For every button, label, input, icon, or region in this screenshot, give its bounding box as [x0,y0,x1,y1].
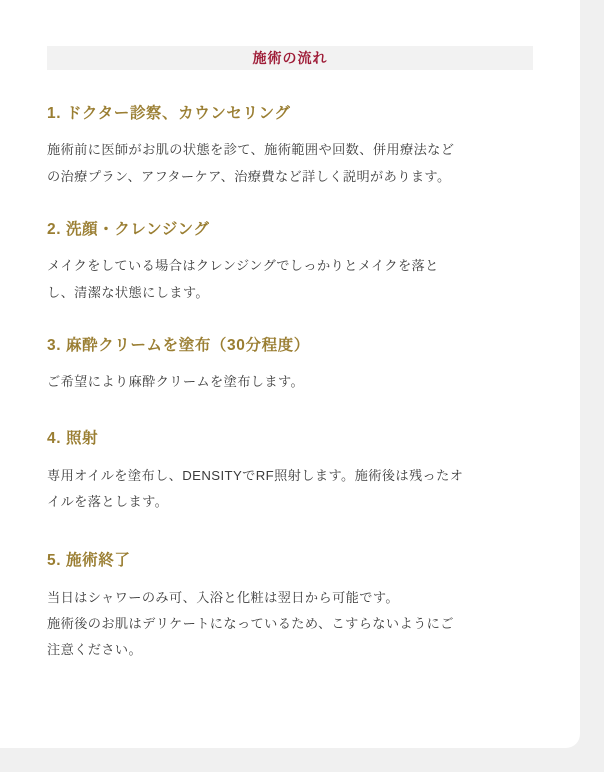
list-item [47,336,533,396]
section-title-bar [47,46,533,70]
step-body-line: 注意ください。 [47,642,143,658]
step-body-line: し、清潔な状態にします。 [47,284,209,300]
step-body-line: メイクをしている場合はクレンジングでしっかりとメイクを落と [47,258,439,274]
list-item [47,104,533,190]
step-body-line: 施術前に医師がお肌の状態を診て、施術範囲や回数、併用療法など [47,142,455,158]
list-item [47,551,533,663]
step-body-line: 専用オイルを塗布し、DENSITYでRF照射します。施術後は残ったオ [47,467,464,483]
step-heading: 1. ドクター診察、カウンセリング [47,105,291,122]
step-body [47,253,533,306]
page-title: 施術の流れ [252,50,328,66]
step-body [47,585,533,664]
list-item [47,220,533,306]
step-body-line: イルを落とします。 [47,494,169,509]
content-inner [47,0,533,664]
step-body-line: ご希望により麻酔クリームを塗布します。 [47,374,305,390]
step-body-line: の治療プラン、アフターケア、治療費など詳しく説明があります。 [47,168,451,184]
step-heading: 3. 麻酔クリームを塗布（30分程度） [47,336,310,354]
step-body [47,369,533,395]
step-body [47,463,533,516]
steps-list [47,104,533,664]
step-body-line: 施術後のお肌はデリケートになっているため、こすらないようにご [47,615,454,631]
step-heading: 4. 照射 [47,430,99,448]
step-heading: 5. 施術終了 [47,552,131,570]
list-item [47,429,533,515]
step-heading: 2. 洗顔・クレンジング [47,220,210,238]
step-body [47,137,533,190]
step-body-line: 当日はシャワーのみ可、入浴と化粧は翌日から可能です。 [47,589,399,605]
